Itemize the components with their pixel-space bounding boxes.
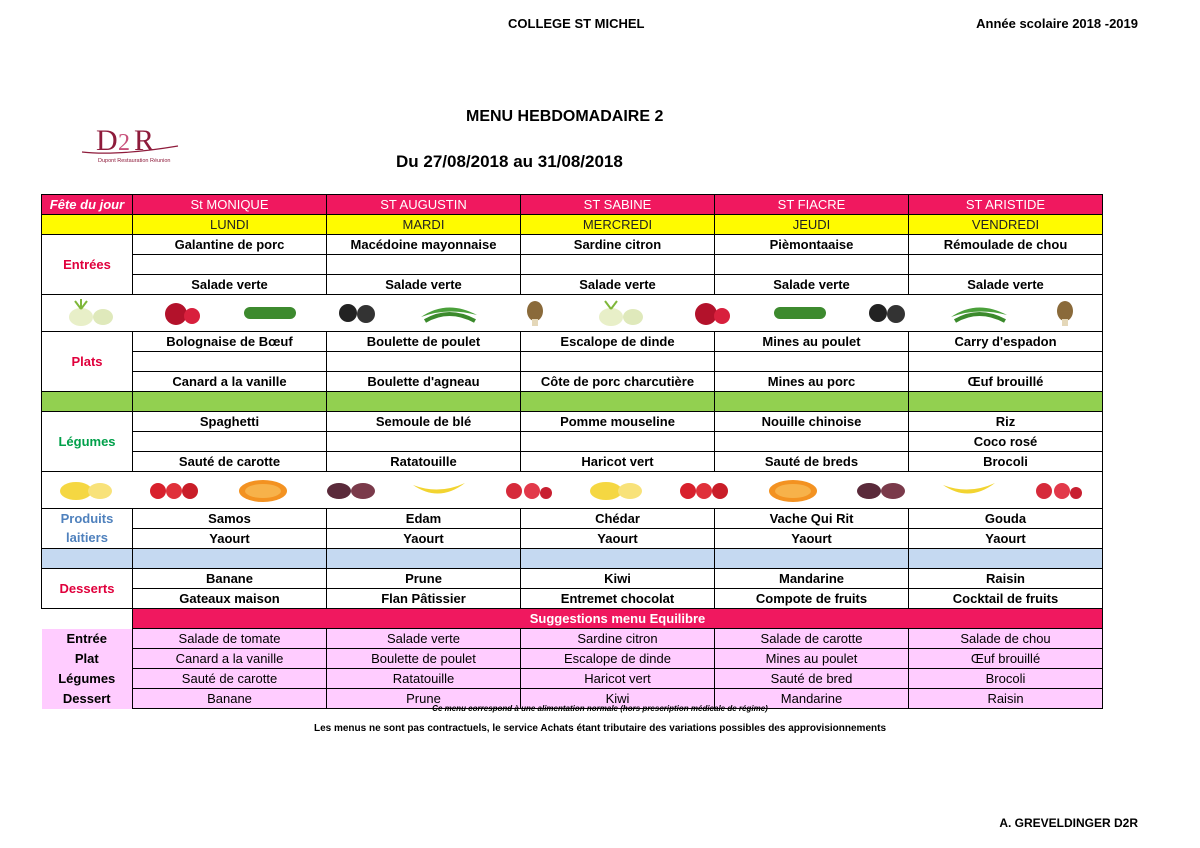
raspberry-icon	[498, 477, 558, 503]
strawberry-icon	[144, 477, 204, 503]
separator-cell	[133, 392, 327, 412]
svg-text:2: 2	[118, 130, 130, 156]
empty-cell	[521, 255, 715, 275]
empty-cell	[133, 255, 327, 275]
orange-icon	[233, 477, 293, 503]
separator-cell	[521, 392, 715, 412]
menu-item: Salade verte	[521, 275, 715, 295]
menu-item: Yaourt	[521, 529, 715, 549]
morel-icon	[1045, 299, 1085, 327]
menu-item: Sauté de carotte	[133, 452, 327, 472]
saint-cell: ST AUGUSTIN	[327, 195, 521, 215]
desserts-row-2	[42, 589, 1103, 609]
plats-row-1	[42, 332, 1103, 352]
suggestion-row	[42, 629, 1103, 649]
diet-note: Ce menu correspond à une alimentation normale (hors prescription médicale de régime)	[432, 704, 768, 713]
laitiers-row-1	[42, 509, 1103, 529]
fennel-icon	[589, 299, 653, 327]
fig-icon	[851, 477, 911, 503]
suggestion-item: Sardine citron	[521, 629, 715, 649]
orange-icon	[763, 477, 823, 503]
menu-item: Cocktail de fruits	[909, 589, 1103, 609]
menu-item: Ratatouille	[327, 452, 521, 472]
menu-item: Semoule de blé	[327, 412, 521, 432]
menu-item: Œuf brouillé	[909, 372, 1103, 392]
saint-cell: St MONIQUE	[133, 195, 327, 215]
desserts-label: Desserts	[42, 569, 133, 609]
suggestion-item: Salade de carotte	[715, 629, 909, 649]
suggestion-item: Escalope de dinde	[521, 649, 715, 669]
menu-item: Mandarine	[715, 569, 909, 589]
cucumber-icon	[770, 299, 830, 327]
plats-row-3	[42, 372, 1103, 392]
menu-item: Bolognaise de Bœuf	[133, 332, 327, 352]
menu-item: Banane	[133, 569, 327, 589]
day-cell: MERCREDI	[521, 215, 715, 235]
separator-cell	[327, 392, 521, 412]
suggestion-item: Mandarine	[715, 689, 909, 709]
suggestion-label: Dessert	[42, 689, 133, 709]
empty-cell	[715, 255, 909, 275]
blackberry-icon	[864, 299, 914, 327]
suggestion-label: Entrée	[42, 629, 133, 649]
disclaimer-note: Les menus ne sont pas contractuels, le service Achats étant tributaire des variations possibles des approvisionnements	[313, 723, 887, 734]
morel-icon	[515, 299, 555, 327]
saint-cell: ST FIACRE	[715, 195, 909, 215]
menu-item: Gateaux maison	[133, 589, 327, 609]
menu-item: Edam	[327, 509, 521, 529]
banana-icon	[939, 477, 999, 503]
suggestion-item: Banane	[133, 689, 327, 709]
menu-item: Samos	[133, 509, 327, 529]
menu-item: Sauté de breds	[715, 452, 909, 472]
suggestion-item: Mines au poulet	[715, 649, 909, 669]
menu-item: Boulette de poulet	[327, 332, 521, 352]
fig-icon	[321, 477, 381, 503]
menu-title: MENU HEBDOMADAIRE 2	[466, 108, 664, 125]
entrees-row-3	[42, 275, 1103, 295]
school-year: Année scolaire 2018 -2019	[976, 16, 1138, 31]
vegetable-images	[42, 295, 1103, 332]
signature: A. GREVELDINGER D2R	[999, 816, 1138, 830]
suggestion-item: Prune	[327, 689, 521, 709]
menu-item: Pièmontaaise	[715, 235, 909, 255]
empty-cell	[327, 352, 521, 372]
saints-row	[42, 195, 1103, 215]
fennel-icon	[59, 299, 123, 327]
separator-cell	[327, 549, 521, 569]
menu-item: Nouille chinoise	[715, 412, 909, 432]
menu-item: Canard a la vanille	[133, 372, 327, 392]
menu-item: Mines au porc	[715, 372, 909, 392]
menu-item: Pomme mouseline	[521, 412, 715, 432]
fruit-image-band	[42, 472, 1103, 509]
day-cell: JEUDI	[715, 215, 909, 235]
lemon-icon	[586, 477, 646, 503]
separator-cell	[521, 549, 715, 569]
menu-item: Yaourt	[909, 529, 1103, 549]
empty-cell	[133, 352, 327, 372]
menu-item: Côte de porc charcutière	[521, 372, 715, 392]
separator-cell	[42, 392, 133, 412]
menu-item: Coco rosé	[909, 432, 1103, 452]
legumes-row-2	[42, 432, 1103, 452]
empty-cell	[909, 352, 1103, 372]
menu-item: Brocoli	[909, 452, 1103, 472]
lemon-icon	[56, 477, 116, 503]
vegetable-image-band	[42, 295, 1103, 332]
bean-icon	[947, 299, 1011, 327]
menu-item: Chédar	[521, 509, 715, 529]
suggestion-item: Raisin	[909, 689, 1103, 709]
menu-item: Raisin	[909, 569, 1103, 589]
plats-row-2	[42, 352, 1103, 372]
empty-cell	[909, 255, 1103, 275]
menu-item: Flan Pâtissier	[327, 589, 521, 609]
blue-separator-row	[42, 549, 1103, 569]
laitiers-row-2	[42, 529, 1103, 549]
menu-item: Gouda	[909, 509, 1103, 529]
green-separator-row	[42, 392, 1103, 412]
suggestion-item: Sauté de carotte	[133, 669, 327, 689]
blank-cell	[42, 609, 133, 629]
empty-cell	[715, 352, 909, 372]
menu-item: Galantine de porc	[133, 235, 327, 255]
legumes-row-3	[42, 452, 1103, 472]
menu-item: Rémoulade de chou	[909, 235, 1103, 255]
menu-item: Kiwi	[521, 569, 715, 589]
suggestions-title-row	[42, 609, 1103, 629]
menu-item: Salade verte	[715, 275, 909, 295]
menu-item: Vache Qui Rit	[715, 509, 909, 529]
menu-item	[327, 432, 521, 452]
entrees-row-2	[42, 255, 1103, 275]
suggestion-label: Plat	[42, 649, 133, 669]
suggestion-item: Canard a la vanille	[133, 649, 327, 669]
school-name: COLLEGE ST MICHEL	[508, 16, 645, 31]
separator-cell	[909, 392, 1103, 412]
cucumber-icon	[240, 299, 300, 327]
empty-cell	[521, 352, 715, 372]
days-row	[42, 215, 1103, 235]
day-cell: VENDREDI	[909, 215, 1103, 235]
banana-icon	[409, 477, 469, 503]
menu-item: Riz	[909, 412, 1103, 432]
menu-item: Compote de fruits	[715, 589, 909, 609]
suggestions-title: Suggestions menu Equilibre	[133, 609, 1103, 629]
laitiers-label-line1: Produits	[42, 509, 133, 529]
suggestion-item: Kiwi	[521, 689, 715, 709]
pomegranate-icon	[686, 299, 736, 327]
separator-cell	[909, 549, 1103, 569]
fruit-images	[42, 472, 1103, 509]
empty-cell	[327, 255, 521, 275]
days-label-cell	[42, 215, 133, 235]
pomegranate-icon	[156, 299, 206, 327]
raspberry-icon	[1028, 477, 1088, 503]
svg-text:R: R	[134, 124, 155, 157]
separator-cell	[133, 549, 327, 569]
menu-item: Salade verte	[909, 275, 1103, 295]
d2r-logo-graphic	[78, 122, 208, 170]
menu-item: Salade verte	[327, 275, 521, 295]
suggestion-item: Salade de chou	[909, 629, 1103, 649]
menu-item: Haricot vert	[521, 452, 715, 472]
date-range: Du 27/08/2018 au 31/08/2018	[396, 152, 623, 171]
laitiers-label-line2: laitiers	[42, 529, 133, 549]
suggestion-item: Sauté de bred	[715, 669, 909, 689]
suggestion-item: Boulette de poulet	[327, 649, 521, 669]
separator-cell	[715, 549, 909, 569]
day-cell: MARDI	[327, 215, 521, 235]
separator-cell	[42, 549, 133, 569]
fete-label: Fête du jour	[42, 195, 133, 215]
menu-item: Spaghetti	[133, 412, 327, 432]
svg-text:D: D	[96, 124, 118, 157]
legumes-row-1	[42, 412, 1103, 432]
suggestion-row	[42, 649, 1103, 669]
bean-icon	[417, 299, 481, 327]
separator-cell	[715, 392, 909, 412]
suggestion-label: Légumes	[42, 669, 133, 689]
weekly-menu-table	[41, 194, 1103, 709]
menu-item: Sardine citron	[521, 235, 715, 255]
menu-item: Prune	[327, 569, 521, 589]
menu-item: Escalope de dinde	[521, 332, 715, 352]
menu-item: Mines au poulet	[715, 332, 909, 352]
menu-item: Boulette d'agneau	[327, 372, 521, 392]
legumes-label: Légumes	[42, 412, 133, 472]
menu-item	[133, 432, 327, 452]
suggestion-row	[42, 669, 1103, 689]
day-cell: LUNDI	[133, 215, 327, 235]
menu-item: Yaourt	[715, 529, 909, 549]
suggestion-item: Brocoli	[909, 669, 1103, 689]
suggestion-item: Salade verte	[327, 629, 521, 649]
menu-item: Macédoine mayonnaise	[327, 235, 521, 255]
saint-cell: ST ARISTIDE	[909, 195, 1103, 215]
entrees-row-1	[42, 235, 1103, 255]
menu-item: Yaourt	[327, 529, 521, 549]
menu-item: Yaourt	[133, 529, 327, 549]
strawberry-icon	[674, 477, 734, 503]
entrees-label: Entrées	[42, 235, 133, 295]
menu-item: Salade verte	[133, 275, 327, 295]
suggestion-item: Ratatouille	[327, 669, 521, 689]
d2r-logo	[78, 122, 208, 170]
suggestion-item: Salade de tomate	[133, 629, 327, 649]
saint-cell: ST SABINE	[521, 195, 715, 215]
blackberry-icon	[334, 299, 384, 327]
suggestion-item: Haricot vert	[521, 669, 715, 689]
suggestion-item: Œuf brouillé	[909, 649, 1103, 669]
menu-item	[715, 432, 909, 452]
menu-item	[521, 432, 715, 452]
plats-label: Plats	[42, 332, 133, 392]
menu-item: Carry d'espadon	[909, 332, 1103, 352]
menu-item: Entremet chocolat	[521, 589, 715, 609]
desserts-row-1	[42, 569, 1103, 589]
logo-subtitle: Dupont Restauration Réunion	[98, 158, 171, 164]
